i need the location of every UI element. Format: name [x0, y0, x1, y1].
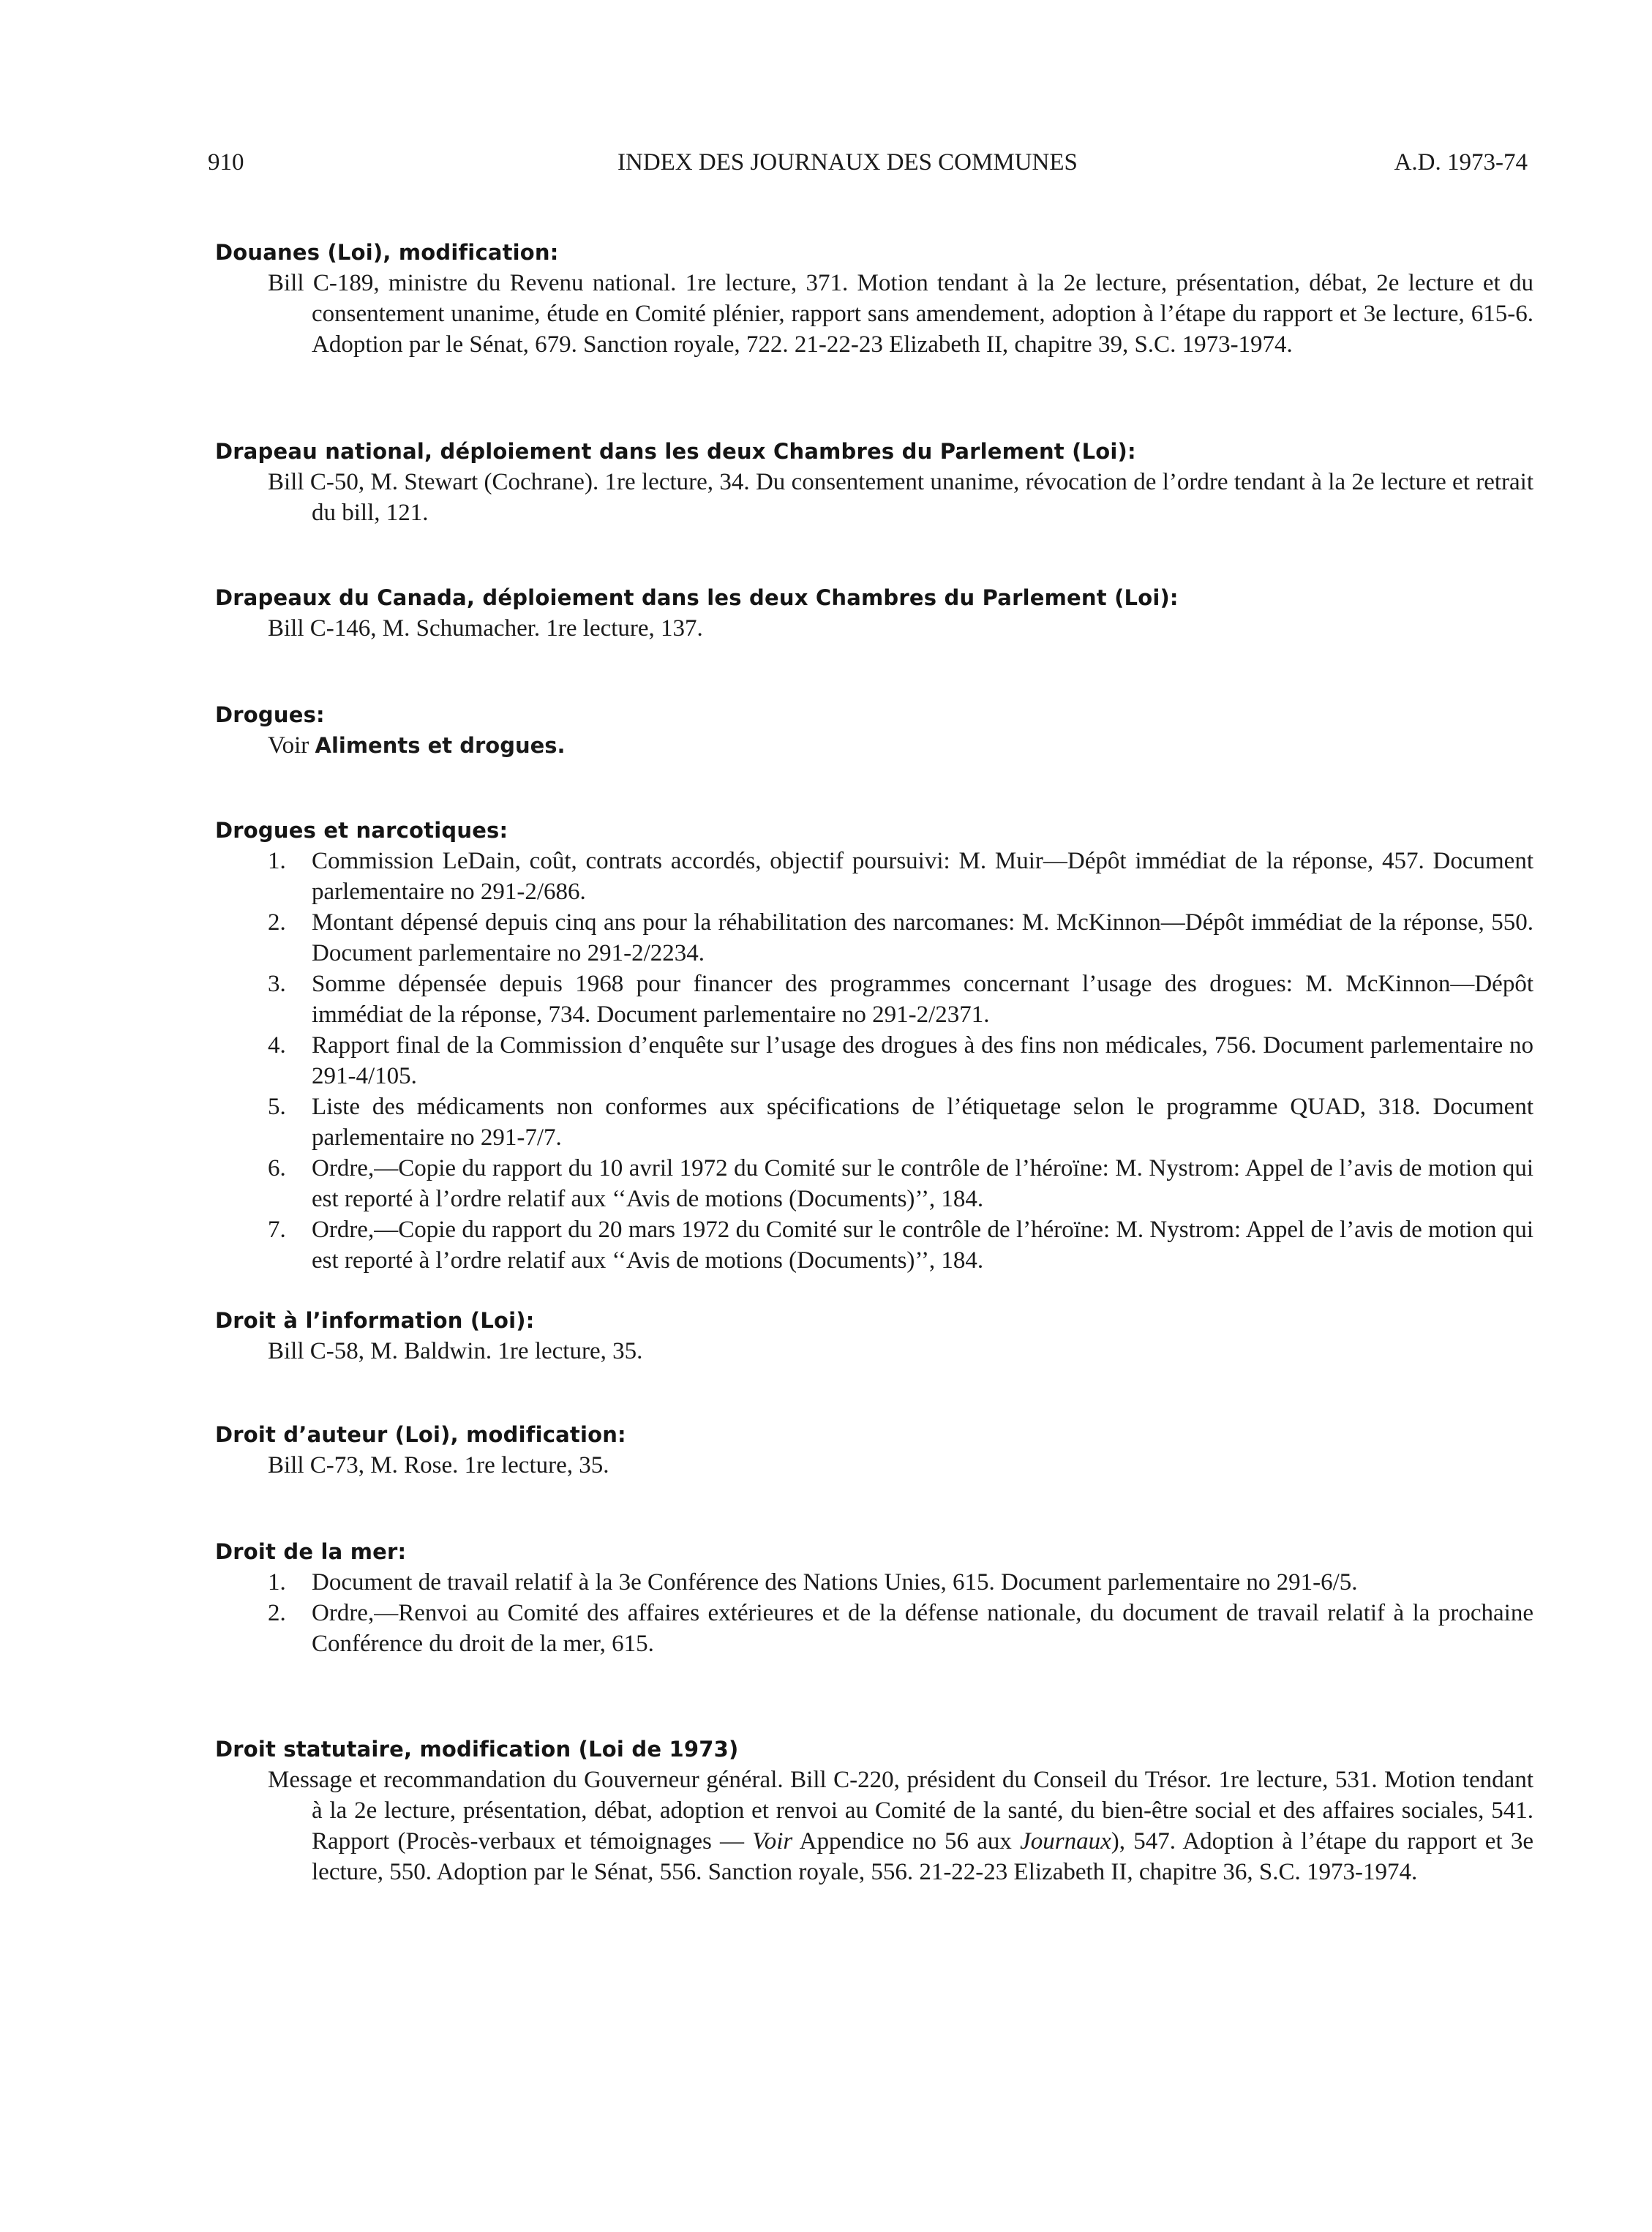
- index-entry-drapeaux-du-canada: [215, 582, 1533, 644]
- item-number: 1.: [268, 1569, 286, 1596]
- running-title: INDEX DES JOURNAUX DES COMMUNES: [617, 149, 1078, 176]
- entry-text-part: Message et recommandation du Gouverneur général. Bill C-220, président du Conseil du Trésor. 1re lecture, 531. Motion tendant à la 2e lecture, présentation, débat, adoption et renvoi au Comité de la santé, du bien-être social et des affaires sociales, 541. Rapport (Procès-verbaux et témoignages —: [268, 1767, 1533, 1855]
- list-item: [215, 1030, 1533, 1091]
- item-number: 2.: [268, 1600, 286, 1626]
- entry-text-part: ), 547. Adoption à l’étape du rapport et 3e lecture, 550. Adoption par le Sénat, 556. Sanction royale, 556. 21-22-23 Elizabeth II, chapitre 36, S.C. 1973-1974.: [312, 1828, 1533, 1885]
- page-number: 910: [208, 149, 244, 176]
- item-number: 3.: [268, 971, 286, 997]
- item-text: Ordre,—Copie du rapport du 10 avril 1972 du Comité sur le contrôle de l’héroïne: M. Nystrom: Appel de l’avis de motion qui est reporté à l’ordre relatif aux ‘‘Avis de motions (Documents)’’, 184.: [312, 1155, 1533, 1212]
- entry-heading: Droit d’auteur (Loi), modification:: [215, 1422, 626, 1447]
- entry-heading: Drapeaux du Canada, déploiement dans les deux Chambres du Parlement (Loi):: [215, 585, 1179, 610]
- see-prefix: Voir: [268, 732, 315, 759]
- entry-heading: Droit à l’information (Loi):: [215, 1308, 535, 1333]
- list-item: [215, 1598, 1533, 1659]
- entry-text: Bill C-58, M. Baldwin. 1re lecture, 35.: [268, 1338, 643, 1364]
- item-number: 6.: [268, 1155, 286, 1181]
- index-entry-drapeau-national: [215, 436, 1533, 528]
- entry-text: Bill C-73, M. Rose. 1re lecture, 35.: [268, 1452, 609, 1478]
- item-text: Rapport final de la Commission d’enquête sur l’usage des drogues à des fins non médicales, 756. Document parlementaire no 291-4/105.: [312, 1032, 1533, 1089]
- item-text: Somme dépensée depuis 1968 pour financer des programmes concernant l’usage des drogues: M. McKinnon—Dépôt immédiat de la réponse, 734. Document parlementaire no 291-2/2371.: [312, 971, 1533, 1028]
- item-text: Ordre,—Copie du rapport du 20 mars 1972 du Comité sur le contrôle de l’héroïne: M. Nystrom: Appel de l’avis de motion qui est reporté à l’ordre relatif aux ‘‘Avis de motions (Documents)’’, 184.: [312, 1217, 1533, 1274]
- entry-see-also: [215, 730, 1533, 761]
- list-item: [215, 907, 1533, 969]
- numbered-list: [215, 1567, 1533, 1659]
- see-reference: Aliments et drogues.: [315, 733, 566, 758]
- entry-text: Bill C-189, ministre du Revenu national. 1re lecture, 371. Motion tendant à la 2e lecture, présentation, débat, 2e lecture et du consentement unanime, étude en Comité plénier, rapport sans amendement, adoption à l’étape du rapport et 3e lecture, 615-6. Adoption par le Sénat, 679. Sanction royale, 722. 21-22-23 Elizabeth II, chapitre 39, S.C. 1973-1974.: [268, 270, 1533, 358]
- index-entry-droit-information: [215, 1305, 1533, 1367]
- index-entry-drogues: [215, 699, 1533, 761]
- item-number: 4.: [268, 1032, 286, 1059]
- item-number: 2.: [268, 909, 286, 936]
- item-number: 7.: [268, 1217, 286, 1243]
- list-item: [215, 846, 1533, 907]
- journaux-italic: Journaux: [1020, 1828, 1111, 1855]
- item-number: 5.: [268, 1094, 286, 1120]
- index-entry-droit-statutaire: [215, 1734, 1533, 1887]
- list-item: [215, 1091, 1533, 1153]
- entry-heading: Drogues:: [215, 702, 325, 727]
- entry-text: [215, 1765, 1533, 1887]
- item-text: Montant dépensé depuis cinq ans pour la réhabilitation des narcomanes: M. McKinnon—Dépôt immédiat de la réponse, 550. Document parlementaire no 291-2/2234.: [312, 909, 1533, 966]
- index-entry-drogues-et-narcotiques: [215, 815, 1533, 1276]
- index-entry-douanes: [215, 237, 1533, 360]
- entry-heading: Droit statutaire, modification (Loi de 1973): [215, 1737, 739, 1762]
- voir-italic: Voir: [752, 1828, 793, 1855]
- item-text: Commission LeDain, coût, contrats accordés, objectif poursuivi: M. Muir—Dépôt immédiat de la réponse, 457. Document parlementaire no 291-2/686.: [312, 848, 1533, 905]
- entry-heading: Drapeau national, déploiement dans les deux Chambres du Parlement (Loi):: [215, 439, 1136, 464]
- entry-heading: Drogues et narcotiques:: [215, 818, 508, 843]
- entry-text-part: Appendice no 56 aux: [792, 1828, 1021, 1855]
- item-text: Liste des médicaments non conformes aux spécifications de l’étiquetage selon le programme QUAD, 318. Document parlementaire no 291-7/7.: [312, 1094, 1533, 1151]
- list-item: [215, 1153, 1533, 1214]
- list-item: [215, 1214, 1533, 1276]
- index-entry-droit-de-la-mer: [215, 1536, 1533, 1659]
- volume-year: A.D. 1973-74: [1394, 149, 1528, 176]
- list-item: [215, 969, 1533, 1030]
- entry-heading: Douanes (Loi), modification:: [215, 240, 559, 265]
- entry-text: Bill C-146, M. Schumacher. 1re lecture, 137.: [268, 615, 703, 642]
- entry-text: Bill C-50, M. Stewart (Cochrane). 1re lecture, 34. Du consentement unanime, révocation de l’ordre tendant à la 2e lecture et retrait du bill, 121.: [268, 469, 1533, 526]
- numbered-list: [215, 846, 1533, 1276]
- page-header: [208, 143, 1528, 181]
- index-entry-droit-auteur: [215, 1419, 1533, 1481]
- item-number: 1.: [268, 848, 286, 874]
- item-text: Document de travail relatif à la 3e Conférence des Nations Unies, 615. Document parlementaire no 291-6/5.: [312, 1569, 1358, 1596]
- entry-heading: Droit de la mer:: [215, 1539, 407, 1564]
- list-item: [215, 1567, 1533, 1598]
- item-text: Ordre,—Renvoi au Comité des affaires extérieures et de la défense nationale, du document de travail relatif à la prochaine Conférence du droit de la mer, 615.: [312, 1600, 1533, 1657]
